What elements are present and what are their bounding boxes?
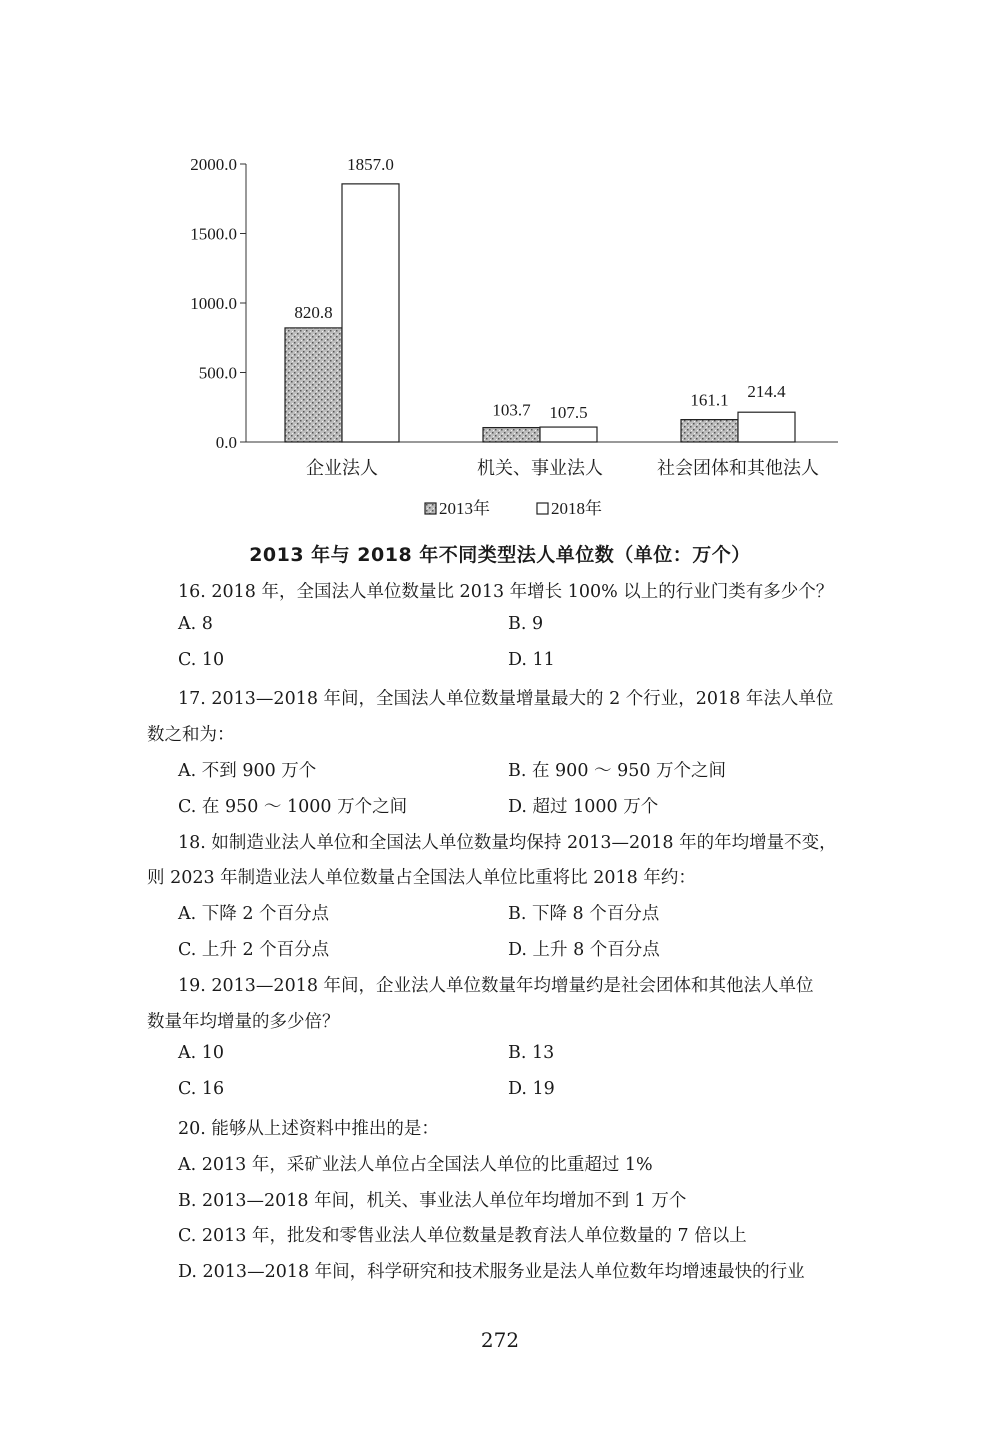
y-tick-label: 2000.0 [190,155,237,174]
answer-option[interactable]: A. 8 [178,613,213,634]
answer-option[interactable]: C. 上升 2 个百分点 [178,940,330,960]
answer-option[interactable]: D. 2013—2018 年间，科学研究和技术服务业是法人单位数年均增速最快的行业 [178,1262,805,1283]
bar [342,184,399,442]
data-label: 161.1 [690,390,729,410]
answer-option[interactable]: C. 在 950 ～ 1000 万个之间 [178,796,408,817]
legend-swatch [537,503,548,514]
answer-option[interactable]: A. 下降 2 个百分点 [178,904,330,925]
question-stem: 17. 2013—2018 年间，全国法人单位数量增量最大的 2 个行业，2018 年法人单位 [178,689,834,710]
y-tick-label: 1000.0 [190,294,237,313]
question-stem-continued: 则 2023 年制造业法人单位数量占全国法人单位比重将比 2018 年约： [147,868,696,889]
answer-option[interactable]: B. 9 [508,613,544,634]
x-category-label: 社会团体和其他法人 [657,458,819,478]
question-stem: 19. 2013—2018 年间，企业法人单位数量年均增量约是社会团体和其他法人单位 [178,975,814,996]
y-tick-label: 1500.0 [190,224,237,244]
answer-option[interactable]: D. 19 [508,1079,555,1100]
bar [738,412,795,442]
answer-option[interactable]: D. 超过 1000 万个 [508,796,659,817]
data-label: 1857.0 [347,154,394,174]
chart-title: 2013 年与 2018 年不同类型法人单位数（单位：万个） [249,544,751,566]
data-label: 107.5 [549,403,588,423]
answer-option[interactable]: A. 不到 900 万个 [178,761,317,781]
question-stem: 16. 2018 年，全国法人单位数量比 2013 年增长 100% 以上的行业门类有多少个？ [178,582,834,602]
legend-label: 2013年 [439,499,490,518]
bar [483,428,540,442]
answer-option[interactable]: C. 16 [178,1079,225,1100]
answer-option[interactable]: D. 11 [508,649,555,670]
data-label: 103.7 [492,400,531,420]
page-number: 272 [480,1328,520,1352]
bar [681,420,738,442]
y-tick-label: 0.0 [215,433,237,452]
bar [540,427,597,442]
x-category-label: 机关、事业法人 [477,458,603,478]
data-label: 214.4 [747,382,786,402]
answer-option[interactable]: A. 10 [178,1043,225,1064]
answer-option[interactable]: B. 下降 8 个百分点 [508,904,660,925]
question-stem: 18. 如制造业法人单位和全国法人单位数量均保持 2013—2018 年的年均增量不变， [178,832,837,853]
question-stem: 20. 能够从上述资料中推出的是： [178,1119,439,1139]
chart-legend [425,498,602,518]
legend-label: 2018年 [551,499,602,518]
x-category-label: 企业法人 [306,458,378,478]
answer-option[interactable]: C. 2013 年，批发和零售业法人单位数量是教育法人单位数量的 7 倍以上 [178,1226,747,1247]
answer-option[interactable]: B. 在 900 ～ 950 万个之间 [508,761,727,781]
answer-option[interactable]: B. 13 [508,1043,555,1064]
bar [285,328,342,442]
answer-option[interactable]: D. 上升 8 个百分点 [508,940,660,960]
question-stem-continued: 数之和为： [147,725,235,746]
question-stem-continued: 数量年均增量的多少倍？ [147,1011,340,1032]
answer-option[interactable]: C. 10 [178,649,225,670]
legend-swatch [425,503,436,514]
y-tick-label: 500.0 [198,363,237,383]
answer-option[interactable]: B. 2013—2018 年间，机关、事业法人单位年均增加不到 1 万个 [178,1190,687,1211]
data-label: 820.8 [294,302,333,322]
bar-chart [0,0,1000,540]
answer-option[interactable]: A. 2013 年，采矿业法人单位占全国法人单位的比重超过 1% [178,1154,653,1175]
